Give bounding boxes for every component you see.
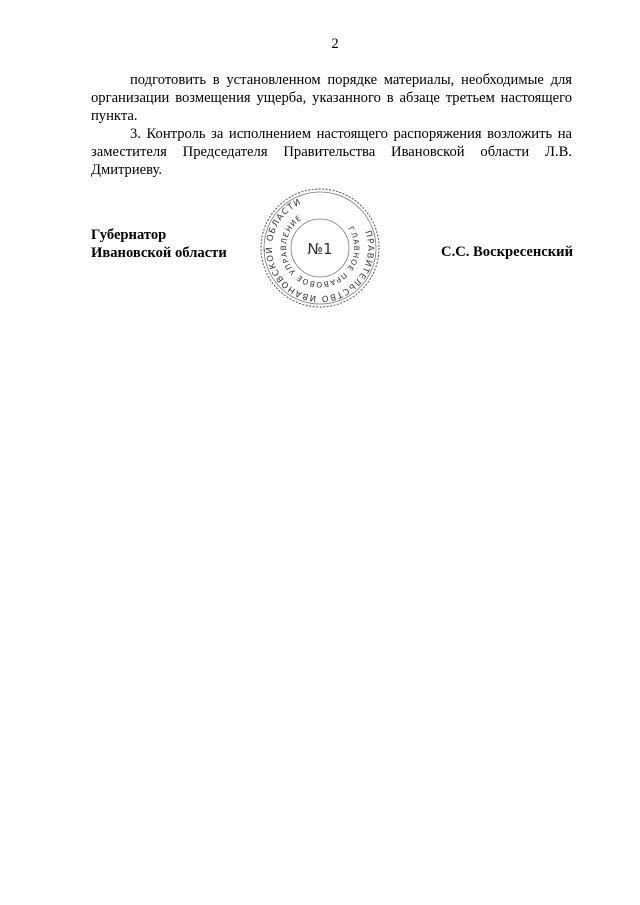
svg-text:№1: №1 xyxy=(307,240,333,258)
svg-text:ПРАВИТЕЛЬСТВО ИВАНОВСКОЙ ОБЛАС: ПРАВИТЕЛЬСТВО ИВАНОВСКОЙ ОБЛАСТИ xyxy=(264,197,376,304)
signatory-name: С.С. Воскресенский xyxy=(441,244,573,260)
page-number: 2 xyxy=(331,36,339,52)
paragraph: подготовить в установленном порядке материалы, необходимые для организации возмещения ущерба, указанного в абзаце третьем настоящего пункта. xyxy=(91,72,572,124)
official-stamp xyxy=(258,188,382,308)
signatory-title xyxy=(91,226,227,262)
document-body xyxy=(91,71,572,179)
paragraph: 3. Контроль за исполнением настоящего распоряжения возложить на заместителя Председателя Правительства Ивановской области Л.В. Дмитриеву. xyxy=(91,126,572,178)
title-line: Губернатор xyxy=(91,227,167,243)
title-line: Ивановской области xyxy=(91,245,227,261)
svg-text:ГЛАВНОЕ ПРАВОВОЕ УПРАВЛЕНИЕ: ГЛАВНОЕ ПРАВОВОЕ УПРАВЛЕНИЕ xyxy=(278,213,362,290)
